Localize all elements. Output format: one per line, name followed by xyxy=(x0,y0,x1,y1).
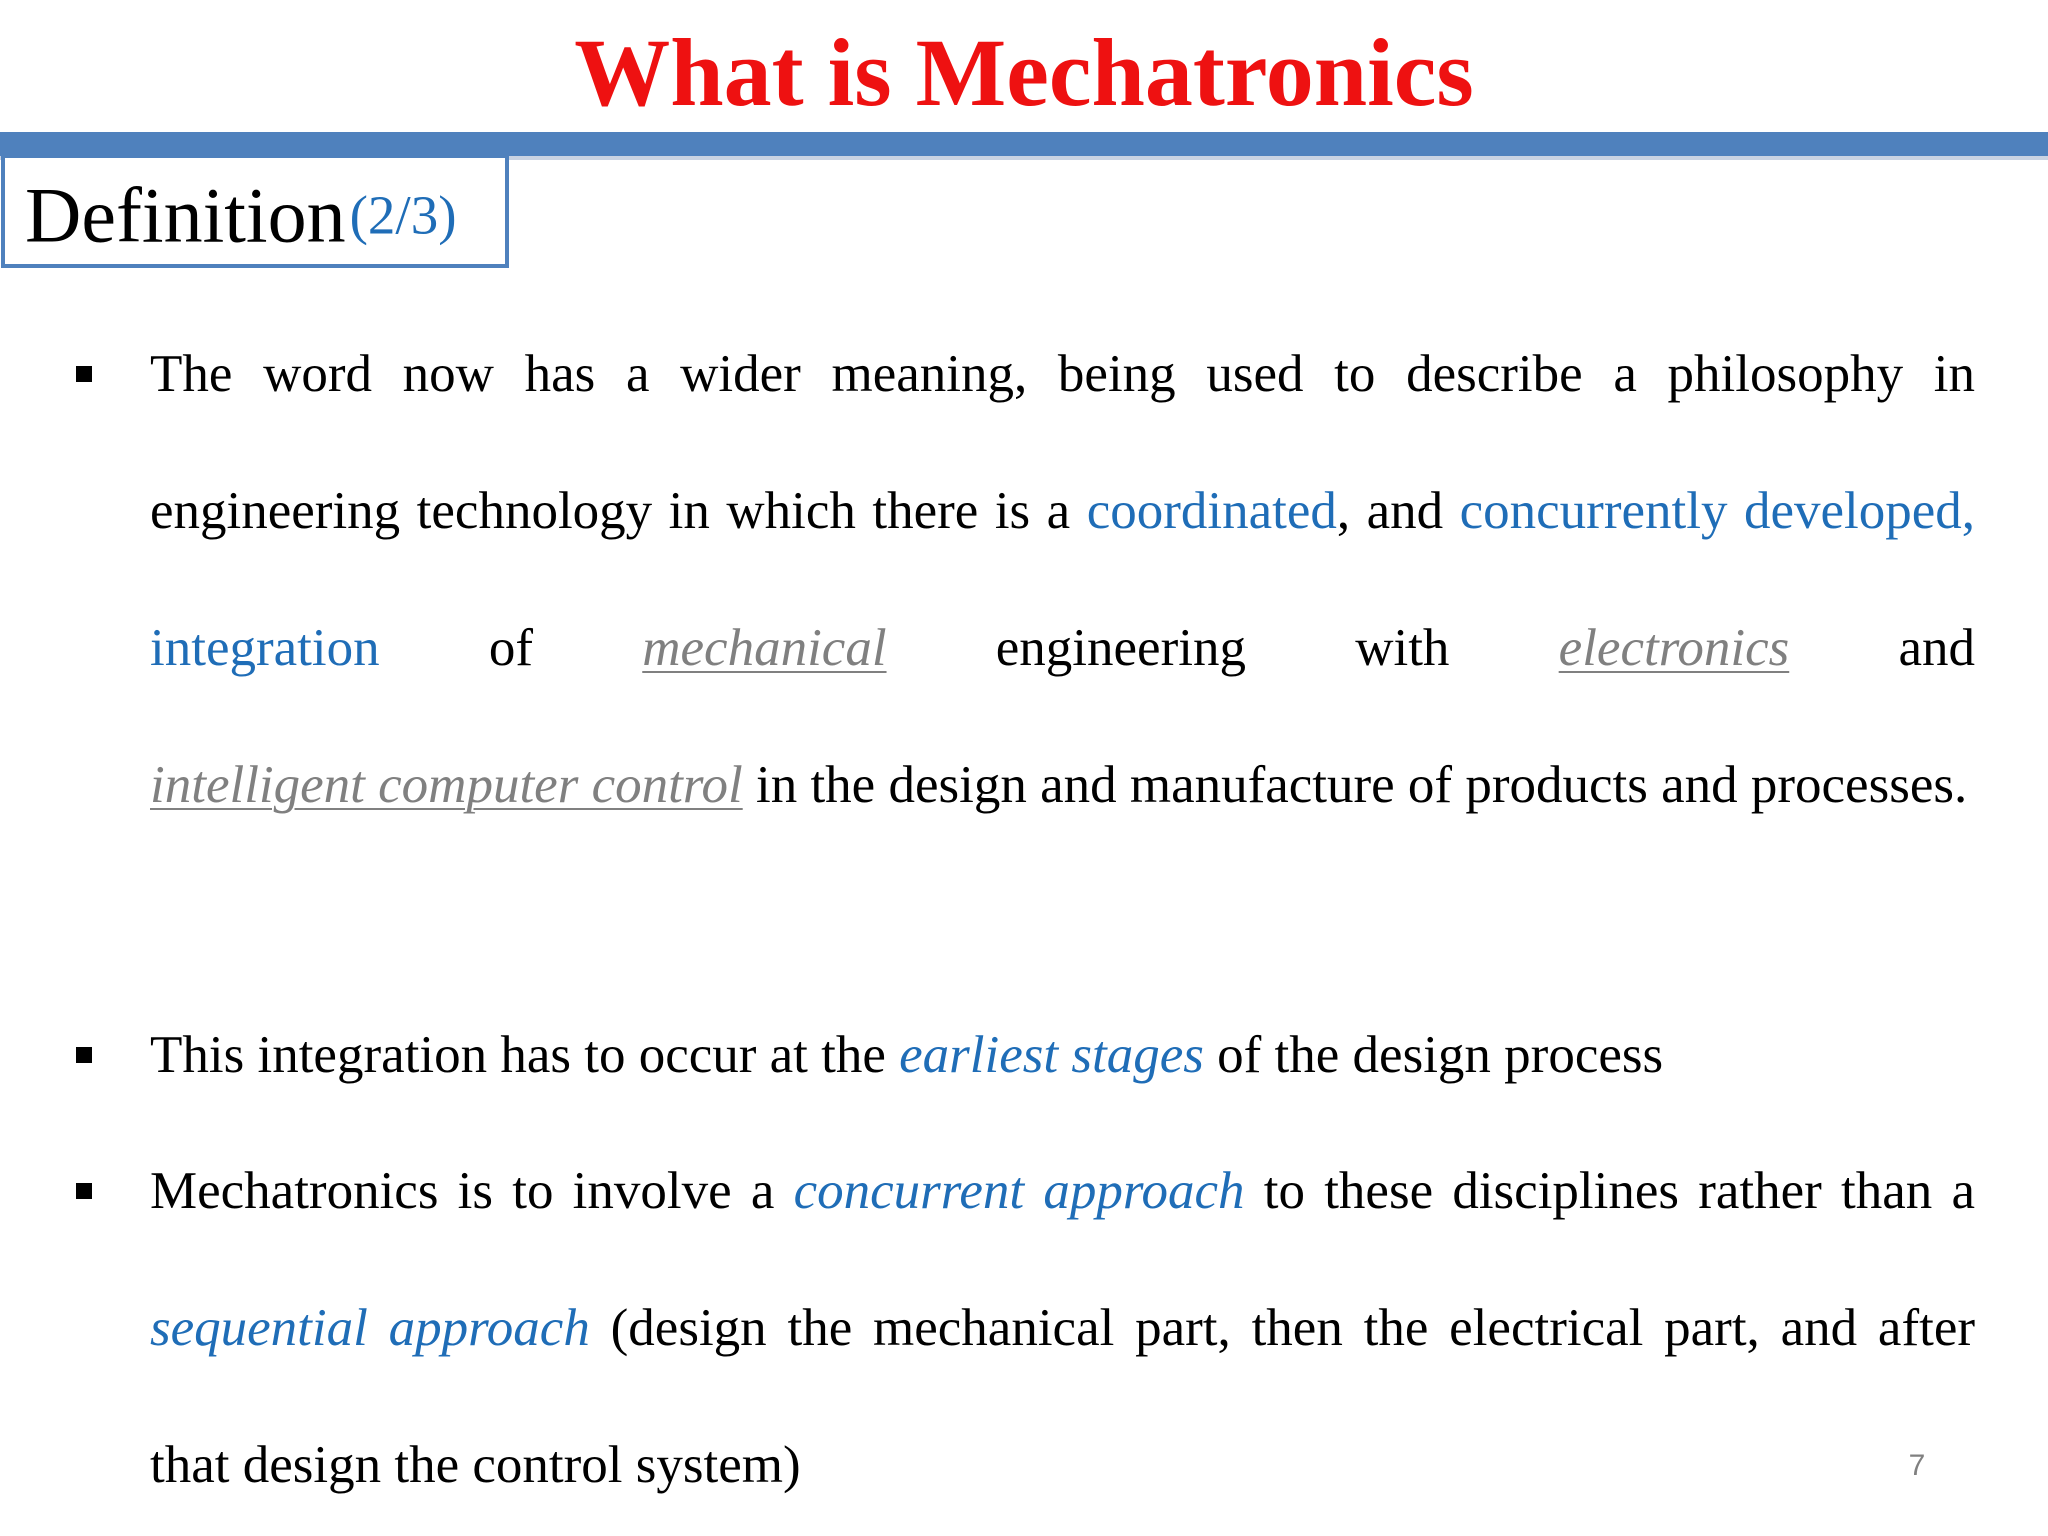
text-run: of xyxy=(379,619,643,677)
section-page-indicator: (2/3) xyxy=(349,184,457,246)
bullet-paragraph-integration xyxy=(150,987,1975,1124)
bullet-paragraph-philosophy xyxy=(150,306,1975,854)
text-run: This integration has to occur at the xyxy=(150,1026,900,1084)
text-run: in the design and manufacture of products and processes. xyxy=(742,756,1968,814)
text-run: Mechatronics is to involve a xyxy=(150,1162,794,1220)
bullet-paragraph-approach xyxy=(150,1123,1975,1534)
emphasis-concurrent-approach: concurrent approach xyxy=(793,1162,1245,1220)
highlight-coordinated: coordinated xyxy=(1086,482,1337,540)
term-intelligent-computer-control: intelligent computer control xyxy=(150,756,743,814)
slide-page-number: 7 xyxy=(1908,1449,1926,1482)
emphasis-sequential-approach: sequential approach xyxy=(150,1299,590,1357)
section-heading-label: Definition xyxy=(25,171,346,259)
text-run: (design the mechanical part, then the electrical part, and after that design the control system) xyxy=(150,1299,1975,1494)
bullet-marker xyxy=(76,366,92,382)
text-run: to these disciplines rather than a xyxy=(1244,1162,1975,1220)
text-run: engineering with xyxy=(886,619,1559,677)
bullet-marker xyxy=(76,1183,92,1199)
emphasis-earliest-stages: earliest stages xyxy=(899,1026,1204,1084)
term-mechanical: mechanical xyxy=(642,619,887,677)
text-run: and xyxy=(1789,619,1975,677)
bullet-marker xyxy=(76,1047,92,1063)
text-run: The word now has a wider meaning, being used to describe a philosophy in engineering technology in which there is a xyxy=(150,345,1975,540)
highlight-concurrently-developed: concurrently developed, integration xyxy=(150,482,1975,677)
text-run: of the design process xyxy=(1203,1026,1664,1084)
section-heading-box xyxy=(1,154,509,268)
text-run: , and xyxy=(1336,482,1460,540)
term-electronics: electronics xyxy=(1558,619,1790,677)
slide-title: What is Mechatronics xyxy=(574,19,1474,126)
